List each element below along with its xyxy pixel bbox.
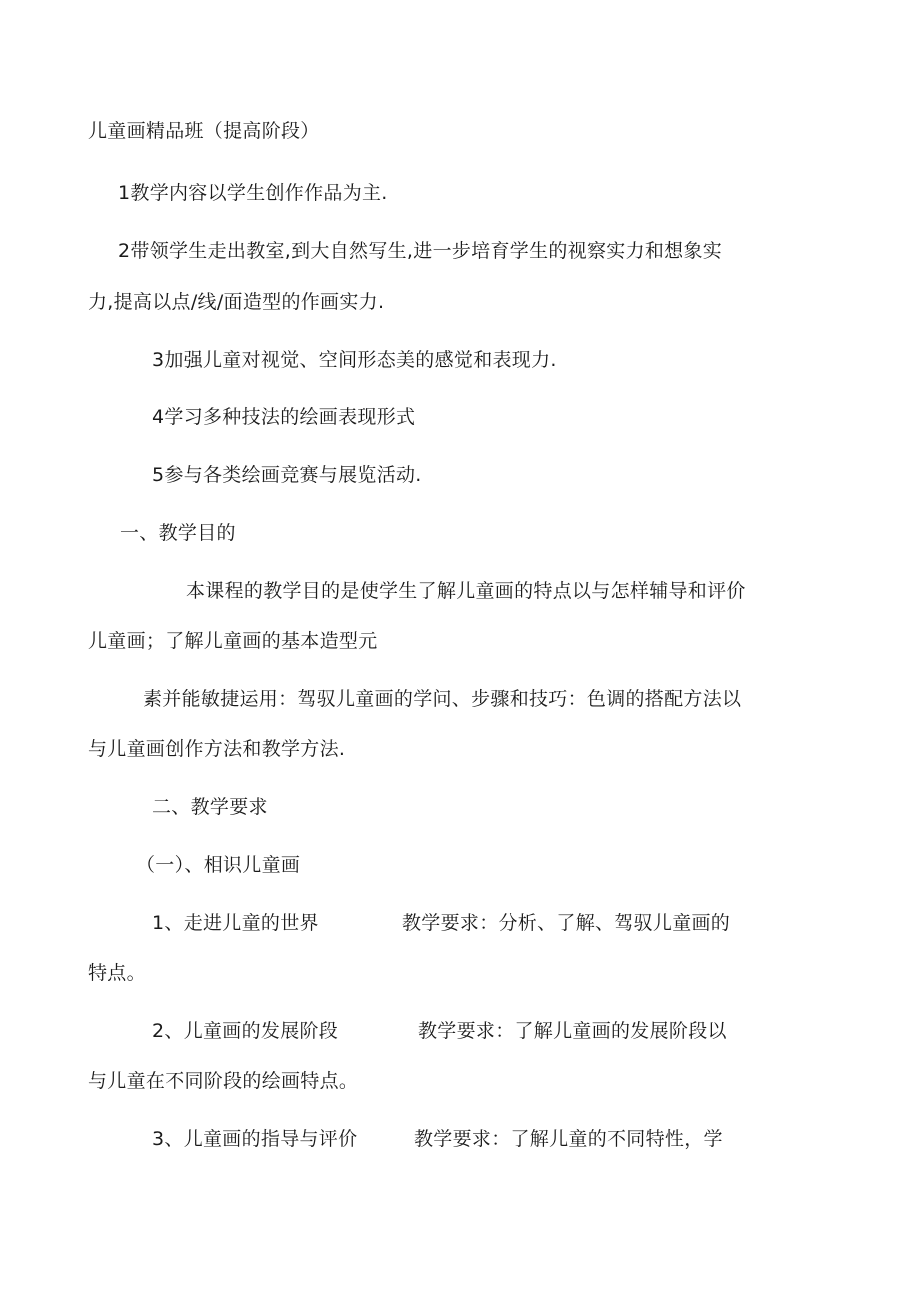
point-2-line-1: 2带领学生走出教室,到大自然写生,进一步培育学生的视察实力和想象实 <box>118 240 723 262</box>
document-title: 儿童画精品班（提高阶段） <box>88 120 320 142</box>
item-2-requirement: 教学要求：了解儿童画的发展阶段以 <box>418 1020 727 1042</box>
item-1-continuation: 特点。 <box>88 962 146 984</box>
section-1-paragraph-1-line-1: 本课程的教学目的是使学生了解儿童画的特点以与怎样辅导和评价 <box>186 580 746 602</box>
item-1-topic: 1、走进儿童的世界 <box>152 912 319 934</box>
section-2-subheading: （一）、相识儿童画 <box>136 854 301 876</box>
section-2-heading: 二、教学要求 <box>152 796 268 818</box>
item-2-continuation: 与儿童在不同阶段的绘画特点。 <box>88 1070 359 1092</box>
item-1-requirement: 教学要求：分析、了解、驾驭儿童画的 <box>402 912 731 934</box>
point-4: 4学习多种技法的绘画表现形式 <box>152 406 416 428</box>
item-3-requirement: 教学要求：了解儿童的不同特性，学 <box>414 1128 723 1150</box>
section-1-paragraph-1-line-2: 儿童画；了解儿童画的基本造型元 <box>88 630 378 652</box>
point-1: 1教学内容以学生创作作品为主. <box>118 182 388 204</box>
point-5: 5参与各类绘画竞赛与展览活动. <box>152 464 422 486</box>
point-3: 3加强儿童对视觉、空间形态美的感觉和表现力. <box>152 349 557 371</box>
section-1-paragraph-2-line-2: 与儿童画创作方法和教学方法. <box>88 738 346 760</box>
section-1-paragraph-2-line-1: 素并能敏捷运用：驾驭儿童画的学问、步骤和技巧：色调的搭配方法以 <box>143 688 742 710</box>
item-2-topic: 2、儿童画的发展阶段 <box>152 1020 339 1042</box>
item-3-topic: 3、儿童画的指导与评价 <box>152 1128 358 1150</box>
point-2-line-2: 力,提高以点/线/面造型的作画实力. <box>88 291 385 313</box>
section-1-heading: 一、教学目的 <box>120 522 236 544</box>
